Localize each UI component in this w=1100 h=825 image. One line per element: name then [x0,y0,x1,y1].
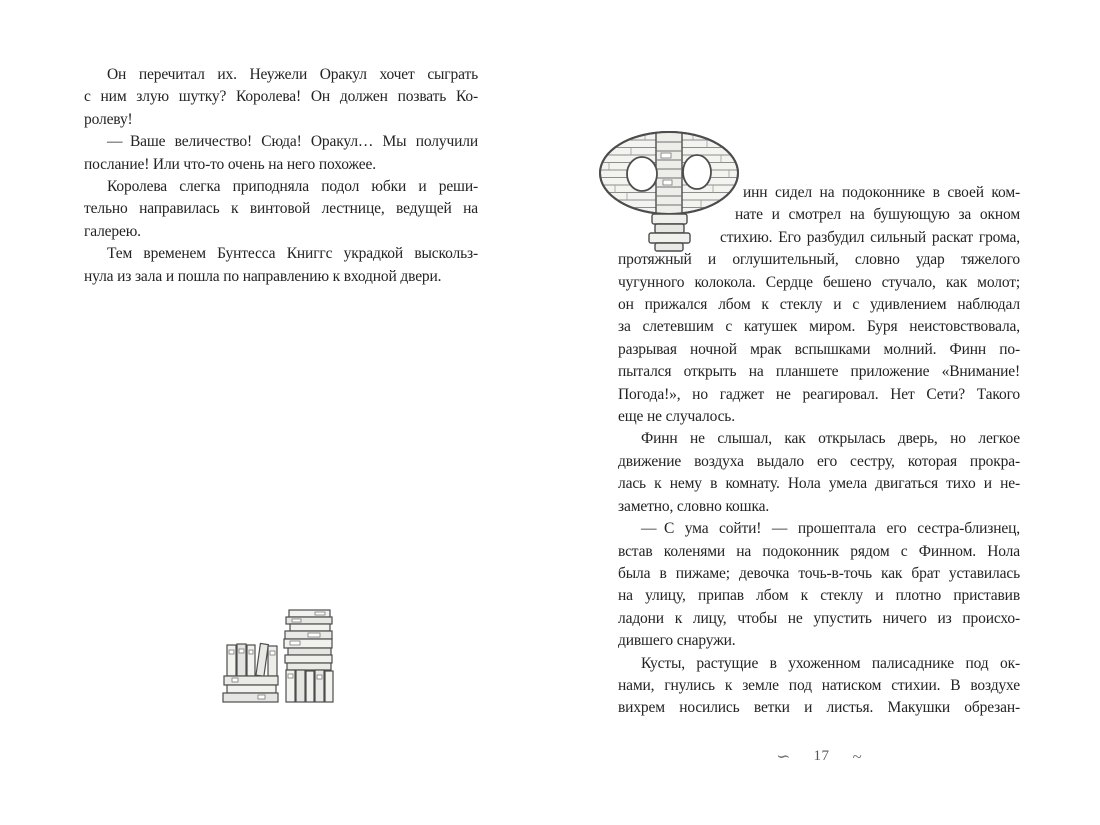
text-line: с ним злую шутку? Королева! Он должен позвать Ко- [84,88,478,106]
text-line: стихию. Его разбудил сильный раскат грома, [720,228,1020,246]
text-line: ладони к лицу, чтобы не упустить ничего из происхо- [618,609,1020,627]
text-line: нула из зала и пошла по направлению к входной двери. [84,267,442,285]
text-line: пытался открыть на планшете приложение «Внимание! [618,363,1020,381]
text-line: Тем временем Бунтесса Книггс украдкой выскольз- [107,245,478,263]
text-line: Он перечитал их. Неужели Оракул хочет сыграть [107,66,478,83]
text-line: послание! Или что-то очень на него похожее. [84,155,376,173]
right-page-text [618,182,1020,720]
text-line: чугунного колокола. Сердце бешено стучало, как молот; [618,273,1020,291]
page-number: 17 [813,748,830,764]
text-line: лась к нему в комнату. Нола умела двигаться тихо и не- [618,475,1020,493]
text-line: разрывая ночной мрак вспышками молний. Финн по- [618,340,1020,358]
text-line: еще не случалось. [618,408,735,426]
text-line: он прижался лбом к стеклу и с удивлением наблюдал [618,296,1020,314]
text-line: Кусты, растущие в ухоженном палисаднике под ок- [641,654,1020,672]
text-line: за слетевшим с катушек миром. Буря неистовствовала, [618,318,1020,336]
text-line: протяжный и оглушительный, словно удар тяжелого [618,251,1020,269]
text-line: была в пижаме; девочка точь-в-точь как брат уставилась [618,564,1020,582]
text-line: на улицу, припав лбом к стеклу и плотно приставив [618,587,1020,605]
text-line: дившего снаружи. [618,632,736,650]
page-footer [618,748,1020,765]
text-line: ролеву! [84,110,133,128]
text-line: инн сидел на подоконнике в своей ком- [743,184,1020,201]
text-line: тельно направилась к винтовой лестнице, ведущей на [84,200,478,218]
text-line: Королева слегка приподняла подол юбки и реши- [107,178,478,196]
text-line: заметно, словно кошка. [618,497,770,515]
text-line: нате и смотрел на бушующую за окном [735,206,1020,224]
text-line: Финн не слышал, как открылась дверь, но легкое [641,430,1020,448]
text-line: Погода!», но гаджет не реагировал. Нет Сети? Такого [618,385,1020,403]
text-line: — Ваше величество! Сюда! Оракул… Мы получили [107,133,478,151]
text-line: нами, гнулись к земле под натиском стихии. В воздухе [618,676,1020,694]
text-line: — С ума сойти! — прошептала его сестра-близнец, [641,520,1020,538]
text-line: вихрем носились ветки и листья. Макушки обрезан- [618,699,1020,717]
text-line: встав коленями на подоконник рядом с Финном. Нола [618,542,1020,560]
text-line: галерею. [84,222,141,240]
footer-ornament-right: ~ [852,747,862,766]
footer-ornament-left: ∽ [776,747,791,766]
text-line: движение воздуха выдало его сестру, которая прокра- [618,452,1020,470]
